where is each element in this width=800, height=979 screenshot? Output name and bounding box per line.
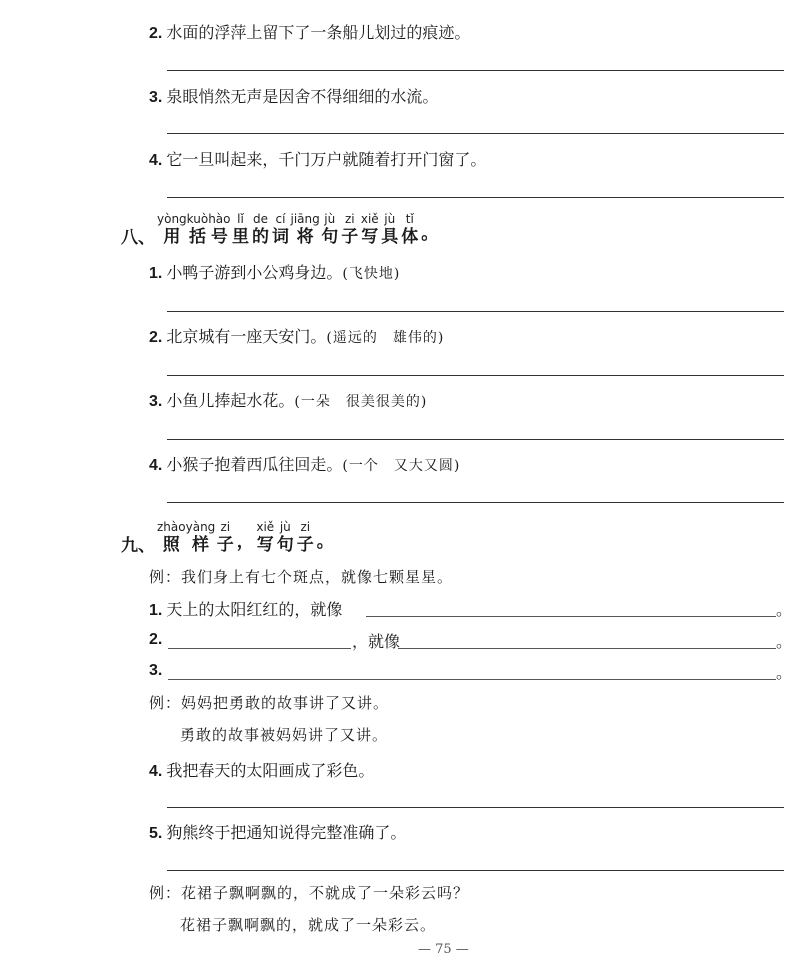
pinyin: kuò xyxy=(186,212,209,226)
top-item-3: 3. 泉眼悄然无声是因舍不得细细的水流。 xyxy=(149,87,439,106)
hanzi: 照 xyxy=(162,535,180,555)
top-item-4: 4. 它一旦叫起来，千门万户就随着打开门窗了。 xyxy=(149,150,487,169)
s8-item-2: 2. 北京城有一座天安门。(遥远的 雄伟的) xyxy=(149,327,445,346)
hanzi: 的 xyxy=(252,227,270,247)
answer-line[interactable] xyxy=(167,439,784,440)
pinyin: jù xyxy=(384,212,396,226)
example-3-b: 花裙子飘啊飘的，就成了一朵彩云。 xyxy=(180,916,437,934)
hanzi: 句 xyxy=(321,227,339,247)
hanzi: ， xyxy=(236,532,254,552)
hanzi: 将 xyxy=(296,227,314,247)
hanzi: 号 xyxy=(210,227,228,247)
pinyin: zi xyxy=(300,520,311,534)
heading-char xyxy=(320,212,340,248)
heading-char xyxy=(157,520,186,556)
hanzi: 样 xyxy=(191,535,209,555)
heading-char xyxy=(275,520,295,556)
s9-item-3-num: 3. xyxy=(149,662,163,679)
answer-line[interactable] xyxy=(167,807,784,808)
s9-item-5: 5. 狗熊终于把通知说得完整准确了。 xyxy=(149,823,407,842)
example-3-a: 例：花裙子飘啊飘的，不就成了一朵彩云吗？ xyxy=(149,884,470,902)
page-number: — 75 — xyxy=(418,942,469,957)
answer-line[interactable] xyxy=(167,375,784,376)
pinyin: zhào xyxy=(157,520,186,534)
s9-item-1: 1. 天上的太阳红红的，就像 xyxy=(149,600,343,619)
pinyin: tǐ xyxy=(405,212,414,226)
answer-line[interactable] xyxy=(167,70,784,71)
heading-char xyxy=(360,212,380,248)
heading-char xyxy=(295,520,315,556)
heading-char xyxy=(251,212,271,248)
heading-char xyxy=(340,212,360,248)
pinyin: de xyxy=(253,212,269,226)
pinyin: jù xyxy=(279,520,291,534)
heading-char xyxy=(215,520,235,556)
hanzi: 。 xyxy=(316,532,334,552)
fill-blank[interactable] xyxy=(168,679,776,680)
period: 。 xyxy=(776,632,793,651)
heading-char xyxy=(380,212,400,248)
answer-line[interactable] xyxy=(167,870,784,871)
pinyin: cí xyxy=(275,212,286,226)
heading-char xyxy=(255,520,275,556)
period: 。 xyxy=(776,663,793,682)
pinyin: hào xyxy=(208,212,231,226)
section-9-heading xyxy=(121,516,335,556)
hanzi: 体 xyxy=(401,227,419,247)
pinyin: zi xyxy=(220,520,231,534)
period: 。 xyxy=(776,600,793,619)
heading-char xyxy=(400,212,420,248)
heading-char xyxy=(157,212,187,248)
pinyin: lǐ xyxy=(237,212,244,226)
hanzi: 子 xyxy=(341,227,359,247)
hanzi: 用 xyxy=(163,227,181,247)
example-2-a: 例：妈妈把勇敢的故事讲了又讲。 xyxy=(149,694,390,712)
hanzi: 词 xyxy=(272,227,290,247)
answer-line[interactable] xyxy=(167,197,784,198)
pinyin: xiě xyxy=(256,520,275,534)
hanzi: 子 xyxy=(216,535,234,555)
heading-char xyxy=(315,517,335,553)
answer-line[interactable] xyxy=(167,133,784,134)
heading-char xyxy=(187,212,209,248)
hanzi: 里 xyxy=(232,227,250,247)
hanzi: 写 xyxy=(361,227,379,247)
heading-char xyxy=(271,212,291,248)
pinyin: yòng xyxy=(157,212,187,226)
example-1: 例：我们身上有七个斑点，就像七颗星星。 xyxy=(149,568,454,586)
answer-line[interactable] xyxy=(167,311,784,312)
s9-item-2-comma: ，就像 xyxy=(352,632,401,651)
s8-item-3: 3. 小鱼儿捧起水花。(一朵 很美很美的) xyxy=(149,391,428,410)
heading-char xyxy=(291,212,320,248)
s8-item-4: 4. 小猴子抱着西瓜往回走。(一个 又大又圆) xyxy=(149,455,461,474)
s9-item-4: 4. 我把春天的太阳画成了彩色。 xyxy=(149,761,375,780)
top-item-2: 2. 水面的浮萍上留下了一条船儿划过的痕迹。 xyxy=(149,23,471,42)
section-number: 八、 xyxy=(121,228,155,248)
heading-char xyxy=(186,520,216,556)
s8-item-1: 1. 小鸭子游到小公鸡身边。(飞快地) xyxy=(149,263,401,282)
fill-blank[interactable] xyxy=(398,648,776,649)
pinyin: yàng xyxy=(185,520,216,534)
hanzi: 具 xyxy=(381,227,399,247)
s9-item-2-num: 2. xyxy=(149,631,163,648)
example-2-b: 勇敢的故事被妈妈讲了又讲。 xyxy=(180,726,389,744)
heading-char xyxy=(208,212,230,248)
heading-char xyxy=(231,212,251,248)
pinyin: jiāng xyxy=(290,212,320,226)
fill-blank[interactable] xyxy=(168,648,351,649)
answer-line[interactable] xyxy=(167,502,784,503)
fill-blank[interactable] xyxy=(366,616,776,617)
hanzi: 。 xyxy=(421,224,439,244)
heading-char xyxy=(235,517,255,553)
hanzi: 子 xyxy=(296,535,314,555)
section-number: 九、 xyxy=(121,536,155,556)
section-8-heading xyxy=(121,208,440,248)
pinyin: jù xyxy=(324,212,336,226)
pinyin: zi xyxy=(344,212,355,226)
pinyin: xiě xyxy=(360,212,379,226)
hanzi: 写 xyxy=(256,535,274,555)
hanzi: 括 xyxy=(188,227,206,247)
hanzi: 句 xyxy=(276,535,294,555)
heading-char xyxy=(420,209,440,245)
